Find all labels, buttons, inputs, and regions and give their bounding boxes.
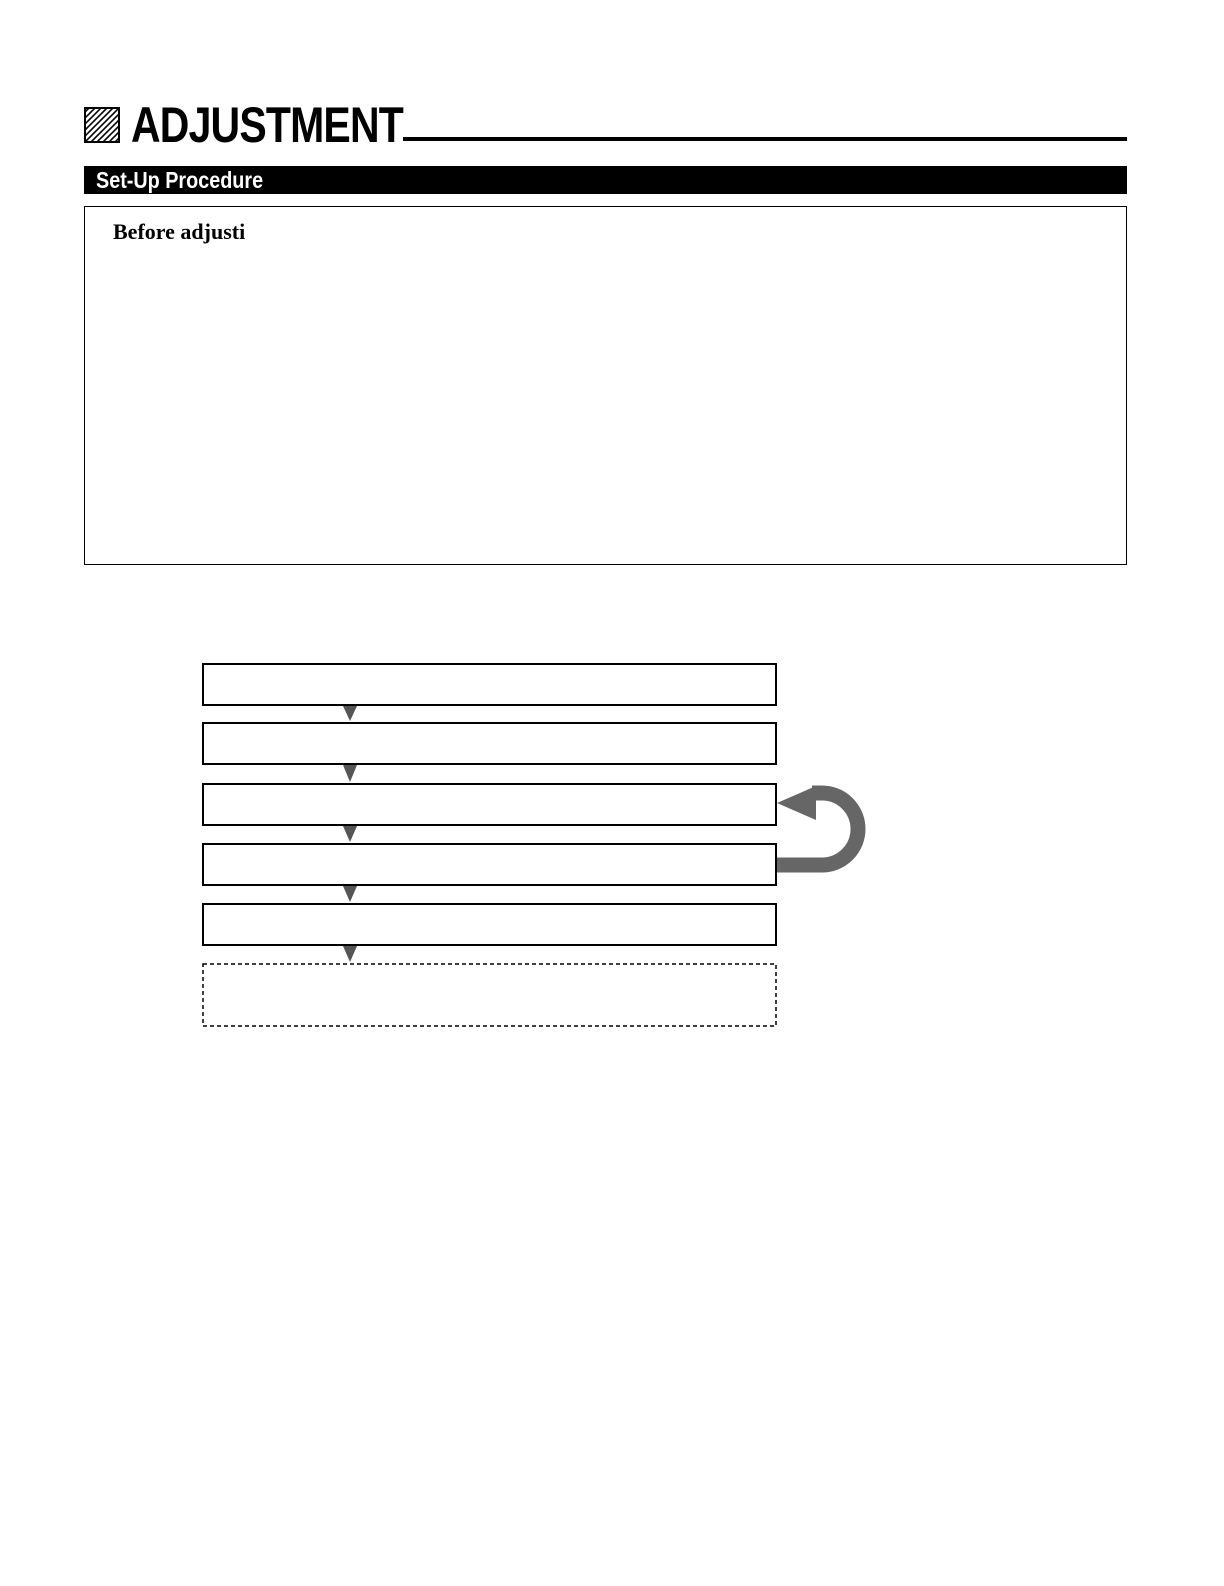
page-title: ADJUSTMENT <box>131 97 403 153</box>
flow-step-2 <box>203 723 776 764</box>
flow-step-4 <box>203 844 776 885</box>
flow-step-optional <box>203 964 776 1026</box>
flow-down-arrow-icon <box>343 886 357 902</box>
notice-heading: Before adjusti <box>113 219 246 244</box>
flow-step-5 <box>203 904 776 945</box>
flow-down-arrow-icon <box>343 946 357 962</box>
flow-down-arrow-icon <box>343 706 357 721</box>
flow-step-3 <box>203 784 776 825</box>
flow-step-1 <box>203 664 776 705</box>
loop-back-arrow-icon <box>777 786 858 865</box>
section-label: Set-Up Procedure <box>96 167 264 193</box>
flow-down-arrow-icon <box>343 826 357 842</box>
flow-down-arrow-icon <box>343 765 357 782</box>
